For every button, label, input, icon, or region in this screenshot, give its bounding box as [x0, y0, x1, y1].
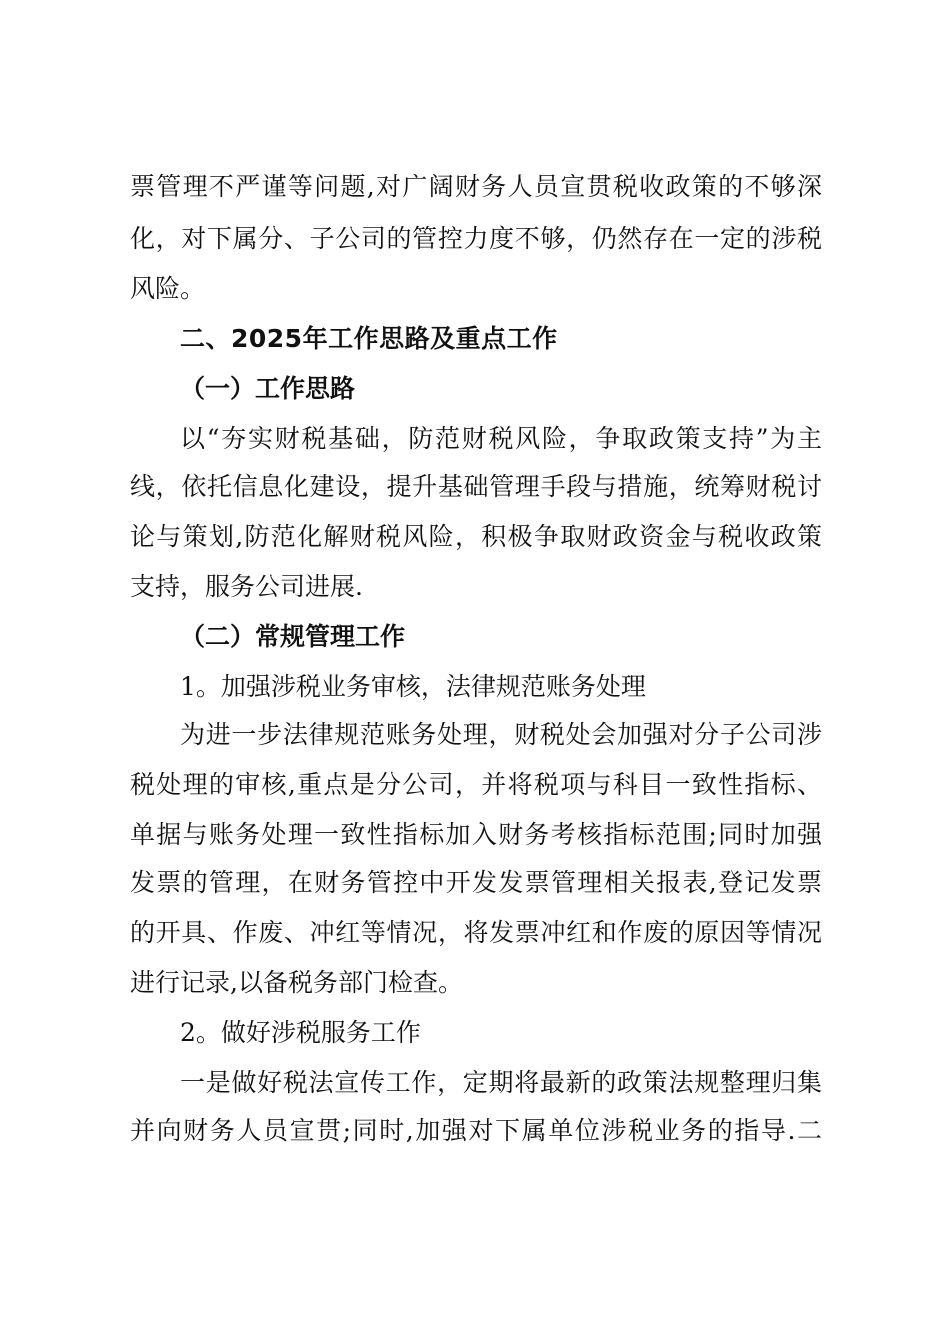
paragraph-line: 以“夯实财税基础，防范财税风险，争取政策支持”为主: [180, 424, 822, 453]
numbered-item-heading: 1。加强涉税业务审核，法律规范账务处理: [180, 672, 646, 701]
paragraph-line: 线，依托信息化建设，提升基础管理手段与措施，统筹财税讨: [130, 472, 822, 501]
paragraph-line: 的开具、作废、冲红等情况，将发票冲红和作废的原因等情况: [130, 918, 822, 947]
paragraph-line: 风险。: [130, 274, 206, 303]
paragraph-line: 支持，服务公司进展.: [130, 572, 363, 601]
paragraph-line: 论与策划,防范化解财税风险，积极争取财政资金与税收政策: [130, 522, 822, 551]
paragraph-line: 单据与账务处理一致性指标加入财务考核指标范围;同时加强: [130, 820, 822, 849]
paragraph-line: 化，对下属分、子公司的管控力度不够，仍然存在一定的涉税: [130, 224, 822, 253]
paragraph-line: 为进一步法律规范账务处理，财税处会加强对分子公司涉: [180, 720, 822, 749]
numbered-item-heading: 2。做好涉税服务工作: [180, 1018, 421, 1047]
section-heading: 二、2025年工作思路及重点工作: [180, 324, 558, 353]
paragraph-line: 一是做好税法宣传工作，定期将最新的政策法规整理归集: [180, 1068, 822, 1097]
paragraph-line: 发票的管理，在财务管控中开发发票管理相关报表,登记发票: [130, 868, 822, 897]
paragraph-line: 票管理不严谨等问题,对广阔财务人员宣贯税收政策的不够深: [130, 172, 822, 201]
paragraph-line: 进行记录,以备税务部门检查。: [130, 968, 463, 997]
subsection-heading: （一）工作思路: [180, 374, 356, 403]
paragraph-line: 税处理的审核,重点是分公司，并将税项与科目一致性指标、: [130, 770, 822, 799]
paragraph-line: 并向财务人员宣贯;同时,加强对下属单位涉税业务的指导.二: [130, 1116, 822, 1145]
subsection-heading: （二）常规管理工作: [180, 622, 406, 651]
